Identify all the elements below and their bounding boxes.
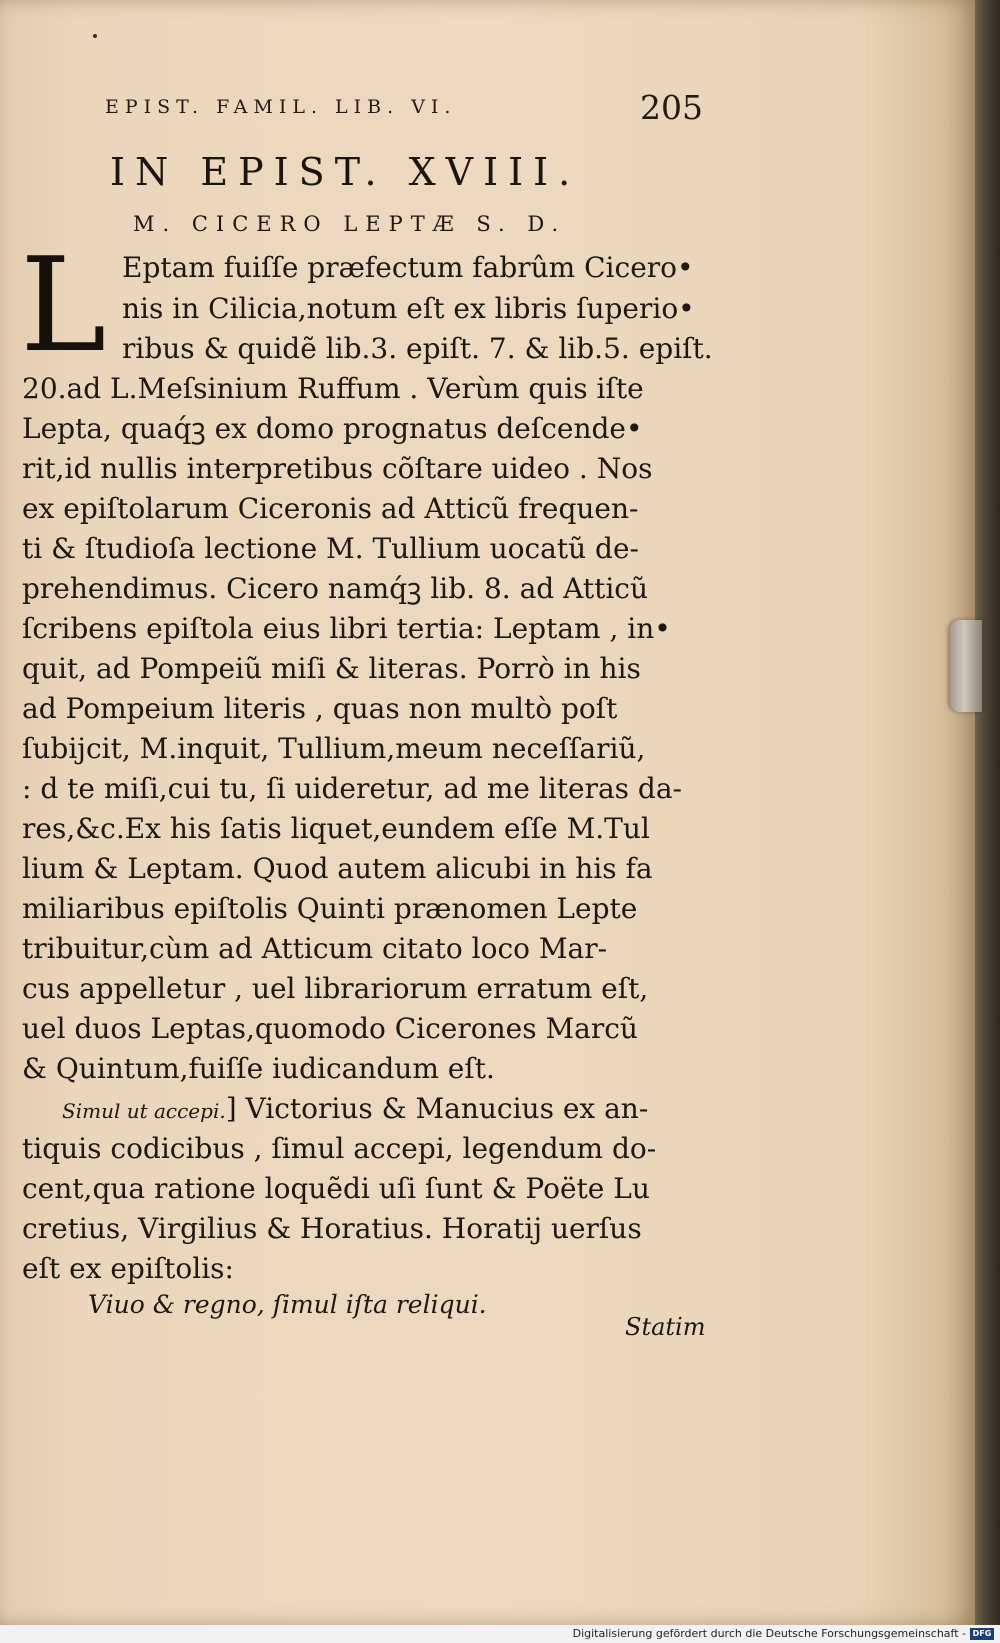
note-lemma: Simul ut accepi. (62, 1099, 226, 1123)
body-line: 20.ad L.Meſsinium Ruffum . Verùm quis iſte (22, 372, 644, 405)
verse-quotation: Viuo & regno, ſimul iſta reliqui. (88, 1290, 487, 1319)
body-line: res,&c.Ex his ſatis liquet,eundem eſſe M.Tul (22, 812, 650, 845)
body-line: Eptam fuiſſe præfectum fabrûm Cicero• (122, 251, 694, 284)
funding-credit: Digitalisierung gefördert durch die Deutsche Forschungsgemeinschaft - (572, 1627, 966, 1640)
body-line: ti & ſtudioſa lectione M. Tullium uocatũ de- (22, 532, 639, 565)
body-line: & Quintum,fuiſſe iudicandum eſt. (22, 1052, 495, 1085)
note-line: cretius, Virgilius & Horatius. Horatij uerſus (22, 1212, 642, 1245)
running-head: EPIST. FAMIL. LIB. VI. (105, 96, 457, 118)
body-line: ſubijcit, M.inquit, Tullium,meum neceſſariũ, (22, 732, 646, 765)
body-line: ribus & quidẽ lib.3. epiſt. 7. & lib.5. epiſt. (122, 332, 713, 365)
note-line: eſt ex epiſtolis: (22, 1252, 234, 1285)
body-line: : d te miſi,cui tu, ſi uideretur, ad me literas da- (22, 772, 683, 805)
page-number: 205 (640, 88, 703, 127)
body-line: ex epiſtolarum Ciceronis ad Atticũ frequen- (22, 492, 639, 525)
body-line: cus appelletur , uel librariorum erratum eſt, (22, 972, 649, 1005)
salutation: M. CICERO LEPTÆ S. D. (133, 212, 567, 236)
note-line: cent,qua ratione loquẽdi uſi ſunt & Poëte Lu (22, 1172, 650, 1205)
ink-speck (93, 34, 97, 38)
body-line: Lepta, quaq́ꝫ ex domo prognatus deſcende• (22, 412, 643, 445)
body-line: lium & Leptam. Quod autem alicubi in his fa (22, 852, 653, 885)
page-edge (975, 0, 1000, 1625)
footer-bar (0, 1625, 1000, 1643)
note-first-line (62, 1093, 648, 1127)
body-line: miliaribus epiſtolis Quinti prænomen Lepte (22, 892, 638, 925)
body-line: tribuitur,cùm ad Atticum citato loco Mar- (22, 932, 608, 965)
dfg-logo: DFG (970, 1628, 994, 1640)
body-line: ad Pompeium literis , quas non multò poſt (22, 692, 618, 725)
body-line: nis in Cilicia,notum eſt ex libris ſuperio• (122, 292, 695, 325)
body-line: rit,id nullis interpretibus cõſtare uideo . Nos (22, 452, 653, 485)
body-line: uel duos Leptas,quomodo Cicerones Marcũ (22, 1012, 638, 1045)
section-title: IN EPIST. XVIII. (110, 150, 581, 194)
body-line: prehendimus. Cicero namq́ꝫ lib. 8. ad Atticũ (22, 572, 649, 605)
decorated-initial: L (20, 229, 107, 381)
note-line: tiquis codicibus , ſimul accepi, legendum do- (22, 1132, 657, 1165)
note-text: ] Victorius & Manucius ex an- (225, 1092, 649, 1125)
body-line: ſcribens epiſtola eius libri tertia: Leptam , in• (22, 612, 671, 645)
page-clip (950, 620, 982, 712)
catchword: Statim (625, 1313, 706, 1341)
body-line: quit, ad Pompeiũ miſi & literas. Porrò in his (22, 652, 641, 685)
